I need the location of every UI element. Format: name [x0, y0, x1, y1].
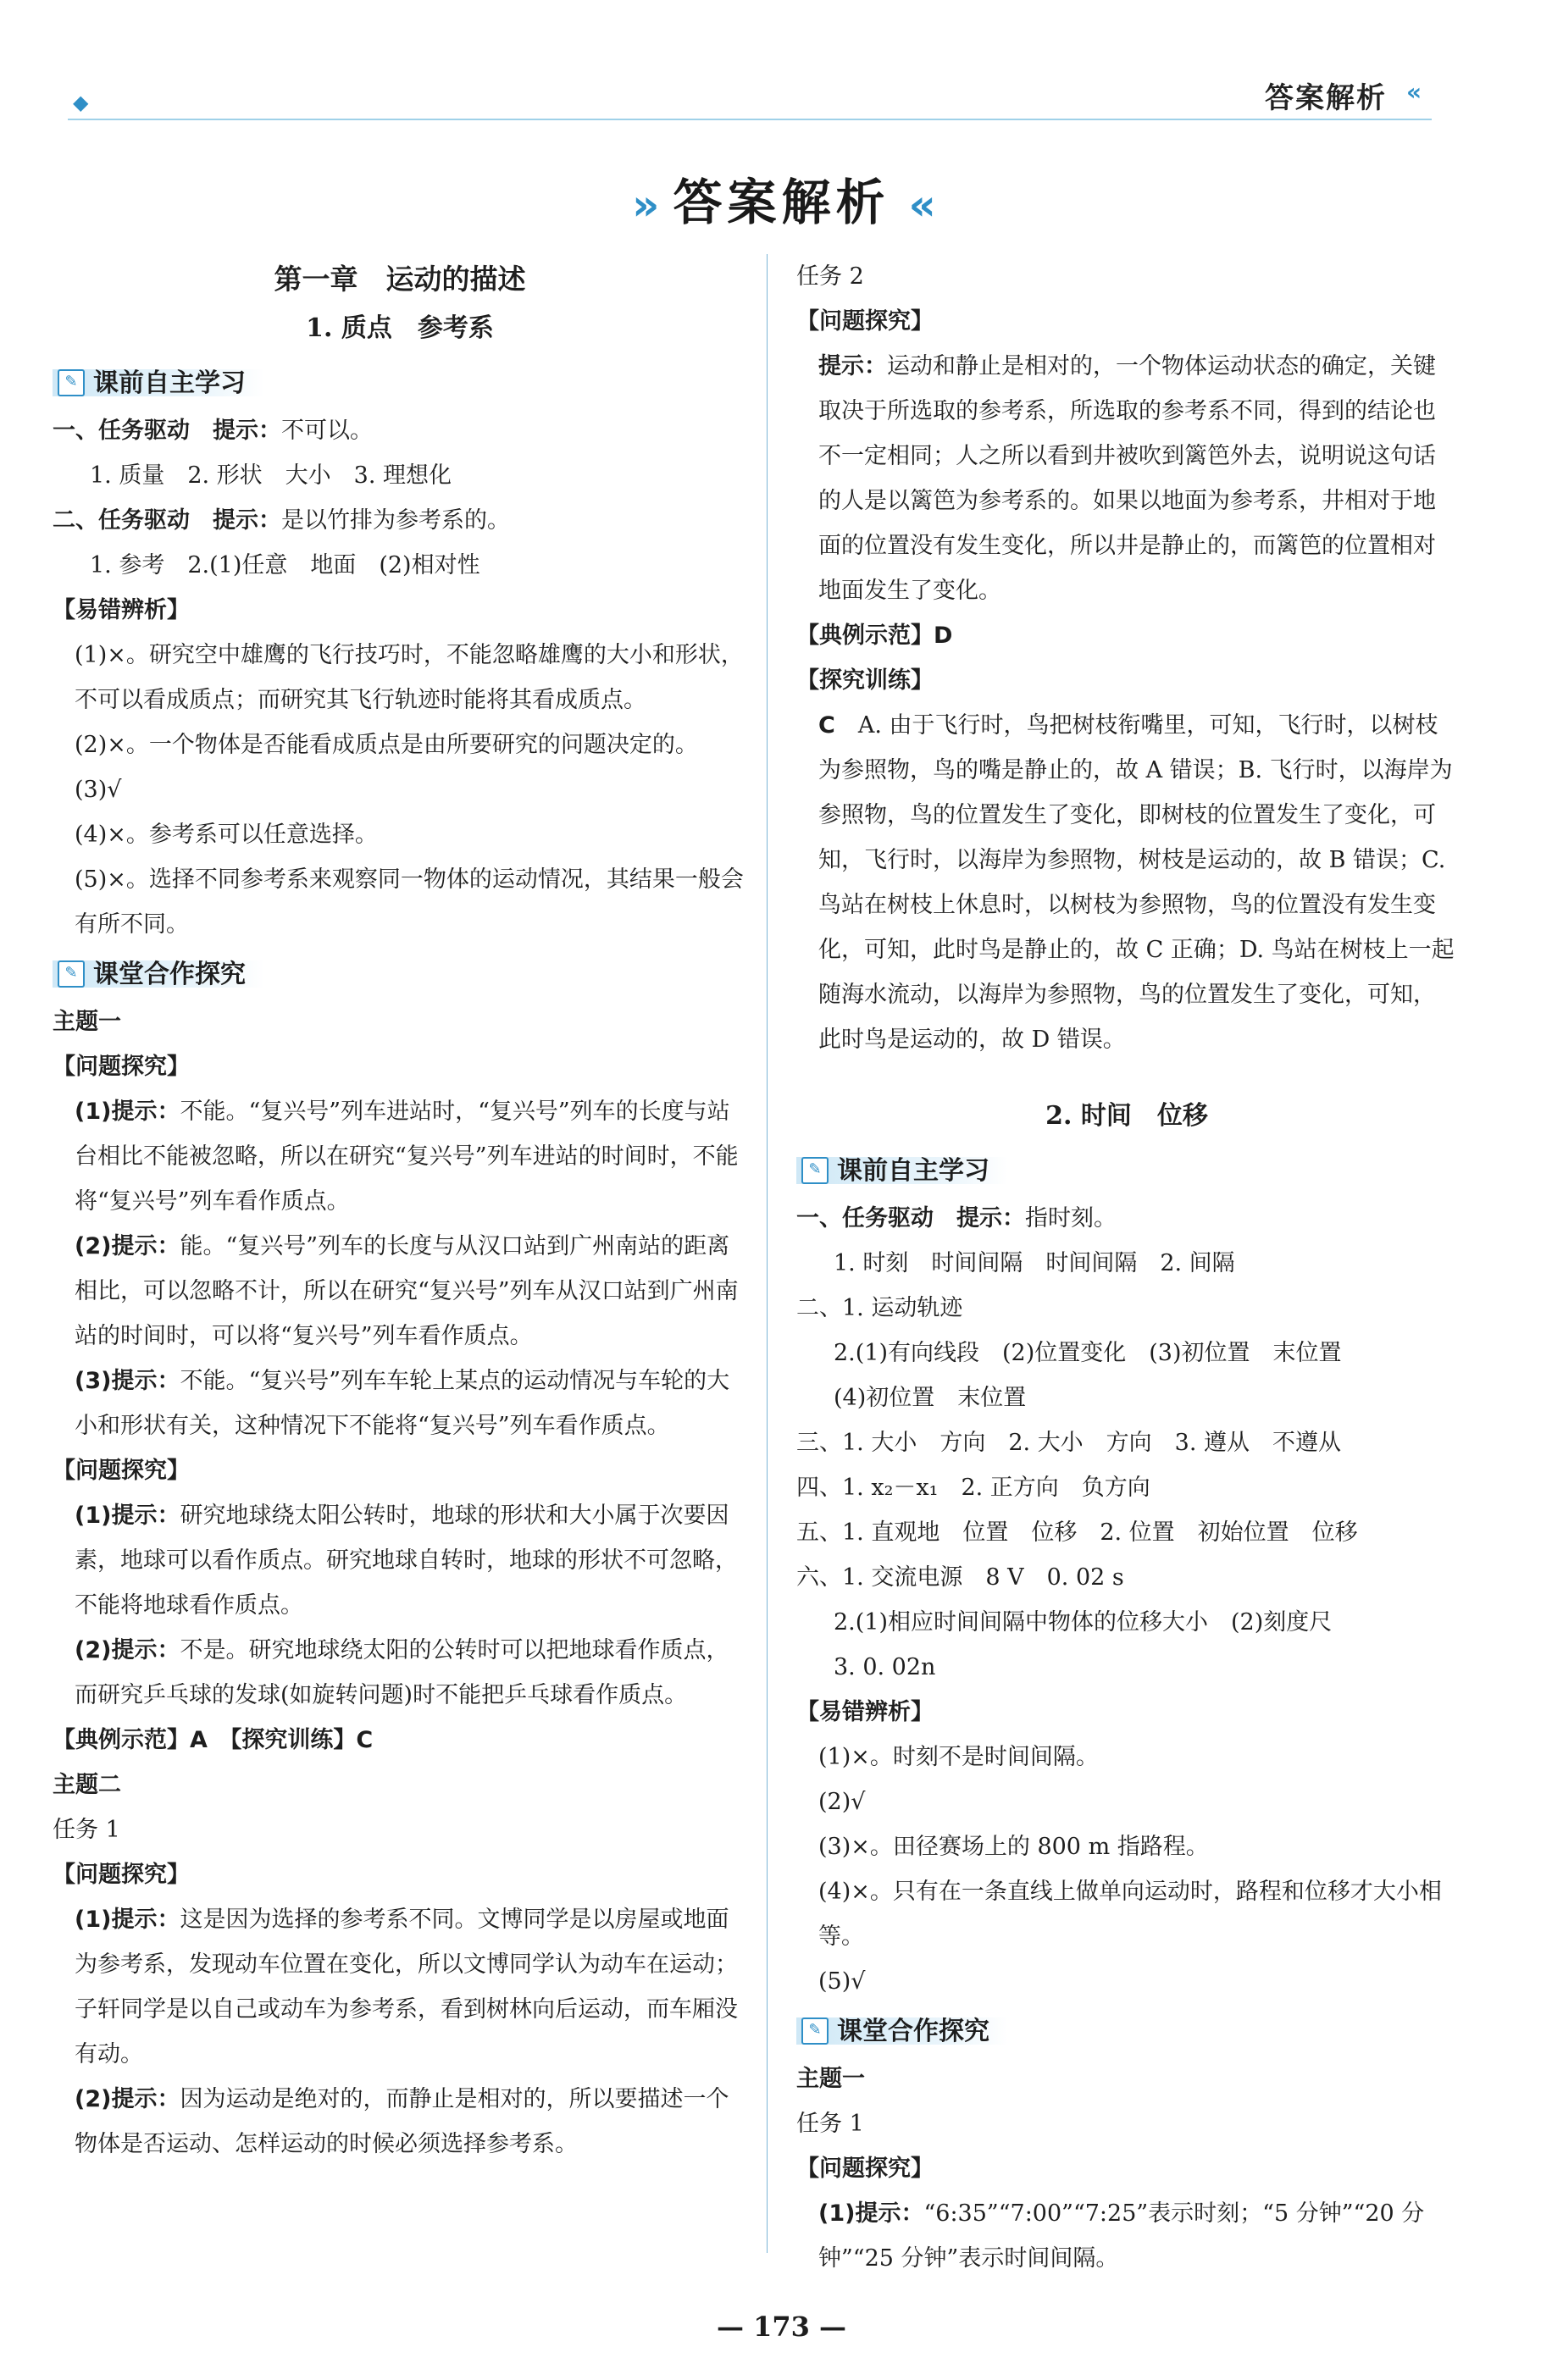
band-class-exploration-2 — [796, 2012, 1457, 2050]
band-label: 课前自主学习 — [837, 1155, 989, 1186]
page-number: — 173 — — [716, 2311, 847, 2343]
band-preview-study-2 — [796, 1152, 1457, 1189]
topic-heading: 主题一 — [53, 1009, 121, 1035]
band-label: 课前自主学习 — [93, 368, 246, 398]
task-answer: 指时刻。 — [1025, 1205, 1117, 1232]
error-item: (3)×。田径赛场上的 800 m 指路程。 — [818, 1834, 1209, 1860]
training-tag: 【探究训练】 — [796, 667, 934, 694]
topic-heading: 主题一 — [796, 2066, 865, 2092]
hint-text: “6:35”“7:00”“7:25”表示时刻；“5 分钟”“20 分钟”“25 分钟”表示时间间隔。 — [818, 2200, 1425, 2272]
pencil-note-icon: ✎ — [58, 369, 85, 396]
task-heading: 任务 1 — [796, 2111, 864, 2137]
page-title — [0, 163, 1563, 234]
error-item: (5)×。选择不同参考系来观察同一物体的运动情况，其结果一般会有所不同。 — [75, 866, 744, 938]
task-label: 一、任务驱动 提示： — [796, 1205, 1025, 1232]
task-answer-2: 是以竹排为参考系的。 — [281, 507, 510, 534]
question-tag: 【问题探究】 — [796, 308, 934, 335]
right-column — [796, 254, 1457, 2281]
error-item: (5)√ — [818, 1968, 866, 1995]
section-heading-1: 1. 质点 参考系 — [306, 313, 494, 343]
answer-line: 1. 质量 2. 形状 大小 3. 理想化 — [90, 462, 452, 489]
answer-line: 三、1. 大小 方向 2. 大小 方向 3. 遵从 不遵从 — [796, 1430, 1342, 1456]
hint-text: 研究地球绕太阳公转时，地球的形状和大小属于次要因素，地球可以看作质点。研究地球自转时，地球的形状不可忽略，不能将地球看作质点。 — [75, 1503, 738, 1619]
task-label-1: 一、任务驱动 提示： — [53, 418, 281, 444]
task-heading: 任务 2 — [796, 263, 864, 290]
answer-line: 2.(1)有向线段 (2)位置变化 (3)初位置 末位置 — [834, 1340, 1342, 1366]
hint-label: (2)提示： — [75, 2086, 180, 2112]
hint-label: (2)提示： — [75, 1637, 180, 1663]
pencil-note-icon: ✎ — [801, 2017, 829, 2045]
hint-text: 运动和静止是相对的，一个物体运动状态的确定，关键取决于所选取的参考系，所选取的参考系不同，得到的结论也不一定相同；人之所以看到井被吹到篱笆外去，说明说这句话的人是以篱笆为参考系的。如果以地面为参考系，井相对于地面的位置没有发生变化，所以井是静止的，而篱笆的位置相对地面发生了变化。 — [818, 353, 1436, 604]
error-analysis-tag: 【易错辨析】 — [53, 597, 190, 623]
hint-label: (1)提示： — [75, 1907, 180, 1933]
hint-text: 不能。“复兴号”列车进站时，“复兴号”列车的长度与站台相比不能被忽略，所以在研究“复兴号”列车进站的时间时，不能将“复兴号”列车看作质点。 — [75, 1099, 739, 1215]
answer-line: 二、1. 运动轨迹 — [796, 1295, 963, 1321]
example-answer: 【典例示范】D — [796, 623, 953, 649]
answer-line: 1. 时刻 时间间隔 时间间隔 2. 间隔 — [834, 1250, 1235, 1276]
answer-line: 六、1. 交流电源 8 V 0. 02 s — [796, 1564, 1124, 1591]
example-answer: 【典例示范】A 【探究训练】C — [53, 1727, 374, 1753]
band-label: 课堂合作探究 — [837, 2016, 989, 2046]
hint-text: 不能。“复兴号”列车车轮上某点的运动情况与车轮的大小和形状有关，这种情况下不能将“复兴号”列车看作质点。 — [75, 1368, 730, 1439]
header-diamond-icon: ◆ — [73, 91, 89, 114]
header-title: 答案解析 — [1265, 81, 1387, 115]
error-item: (3)√ — [75, 777, 122, 803]
hint-text: 因为运动是绝对的，而静止是相对的，所以要描述一个物体是否运动、怎样运动的时候必须选择参考系。 — [75, 2086, 729, 2157]
band-class-exploration — [53, 955, 747, 993]
chapter-heading: 第一章 运动的描述 — [274, 263, 526, 296]
error-item: (4)×。只有在一条直线上做单向运动时，路程和位移才大小相等。 — [818, 1879, 1442, 1950]
hint-label: (1)提示： — [75, 1503, 180, 1529]
explanation-text: A. 由于飞行时，鸟把树枝衔嘴里，可知，飞行时，以树枝为参照物，鸟的嘴是静止的，故 A 错误；B. 飞行时，以海岸为参照物，鸟的位置发生了变化，即树枝的位置发生了变化，可知，飞行时，以海岸为参照物，树枝是运动的，故 B 错误；C. 鸟站在树枝上休息时，以树枝为参照物，鸟的位置没有发生变化，可知，此时鸟是静止的，故 C 正确；D. 鸟站在树枝上一起随海水流动，以海岸为参照物，鸟的位置发生了变化，可知，此时鸟是运动的，故 D 错误。 — [818, 712, 1455, 1053]
answer-line: 四、1. x₂－x₁ 2. 正方向 负方向 — [796, 1475, 1150, 1501]
pencil-note-icon: ✎ — [58, 960, 85, 988]
error-item: (2)×。一个物体是否能看成质点是由所要研究的问题决定的。 — [75, 732, 698, 758]
pencil-note-icon: ✎ — [801, 1157, 829, 1184]
band-preview-study — [53, 364, 747, 401]
hint-label: 提示： — [818, 353, 887, 379]
question-tag: 【问题探究】 — [53, 1862, 190, 1888]
task-label-2: 二、任务驱动 提示： — [53, 507, 281, 534]
answer-line: 3. 0. 02n — [834, 1654, 936, 1680]
error-analysis-tag: 【易错辨析】 — [796, 1699, 934, 1725]
hint-label: (3)提示： — [75, 1368, 180, 1394]
left-column — [53, 254, 747, 2167]
answer-line: 2.(1)相应时间间隔中物体的位移大小 (2)刻度尺 — [834, 1609, 1333, 1636]
hint-label: (1)提示： — [818, 2200, 924, 2227]
title-right-chevron-icon: « — [908, 180, 931, 230]
hint-text: 不是。研究地球绕太阳的公转时可以把地球看作质点，而研究乒乓球的发球(如旋转问题)时不能把乒乓球看作质点。 — [75, 1637, 729, 1708]
error-item: (1)×。研究空中雄鹰的飞行技巧时，不能忽略雄鹰的大小和形状，不可以看成质点；而研究其飞行轨迹时能将其看成质点。 — [75, 642, 744, 713]
answer-line: 1. 参考 2.(1)任意 地面 (2)相对性 — [90, 552, 480, 578]
answer-line: 五、1. 直观地 位置 位移 2. 位置 初始位置 位移 — [796, 1519, 1358, 1546]
hint-label: (1)提示： — [75, 1099, 180, 1125]
topic-heading: 主题二 — [53, 1772, 121, 1798]
section-heading-2: 2. 时间 位移 — [1045, 1101, 1208, 1131]
column-divider — [767, 254, 768, 2253]
error-item: (4)×。参考系可以任意选择。 — [75, 822, 378, 848]
task-answer-1: 不可以。 — [281, 418, 373, 444]
hint-text: 这是因为选择的参考系不同。文博同学是以房屋或地面为参考系，发现动车位置在变化，所以文博同学认为动车在运动；子轩同学是以自己或动车为参考系，看到树林向后运动，而车厢没有动。 — [75, 1907, 738, 2067]
title-left-chevron-icon: » — [632, 180, 655, 230]
error-item: (1)×。时刻不是时间间隔。 — [818, 1744, 1099, 1770]
question-tag: 【问题探究】 — [53, 1054, 190, 1080]
question-tag: 【问题探究】 — [796, 2156, 934, 2182]
answer-choice: C — [818, 712, 835, 739]
hint-text: 能。“复兴号”列车的长度与从汉口站到广州南站的距离相比，可以忽略不计，所以在研究“复兴号”列车从汉口站到广州南站的时间时，可以将“复兴号”列车看作质点。 — [75, 1233, 739, 1349]
header-double-chevron-icon: « — [1406, 78, 1422, 106]
question-tag: 【问题探究】 — [53, 1458, 190, 1484]
header-rule — [68, 119, 1432, 120]
error-item: (2)√ — [818, 1789, 866, 1815]
answer-line: (4)初位置 末位置 — [834, 1385, 1027, 1411]
hint-label: (2)提示： — [75, 1233, 180, 1259]
page-title-text: 答案解析 — [673, 174, 890, 231]
band-label: 课堂合作探究 — [93, 959, 246, 989]
task-heading: 任务 1 — [53, 1817, 120, 1843]
